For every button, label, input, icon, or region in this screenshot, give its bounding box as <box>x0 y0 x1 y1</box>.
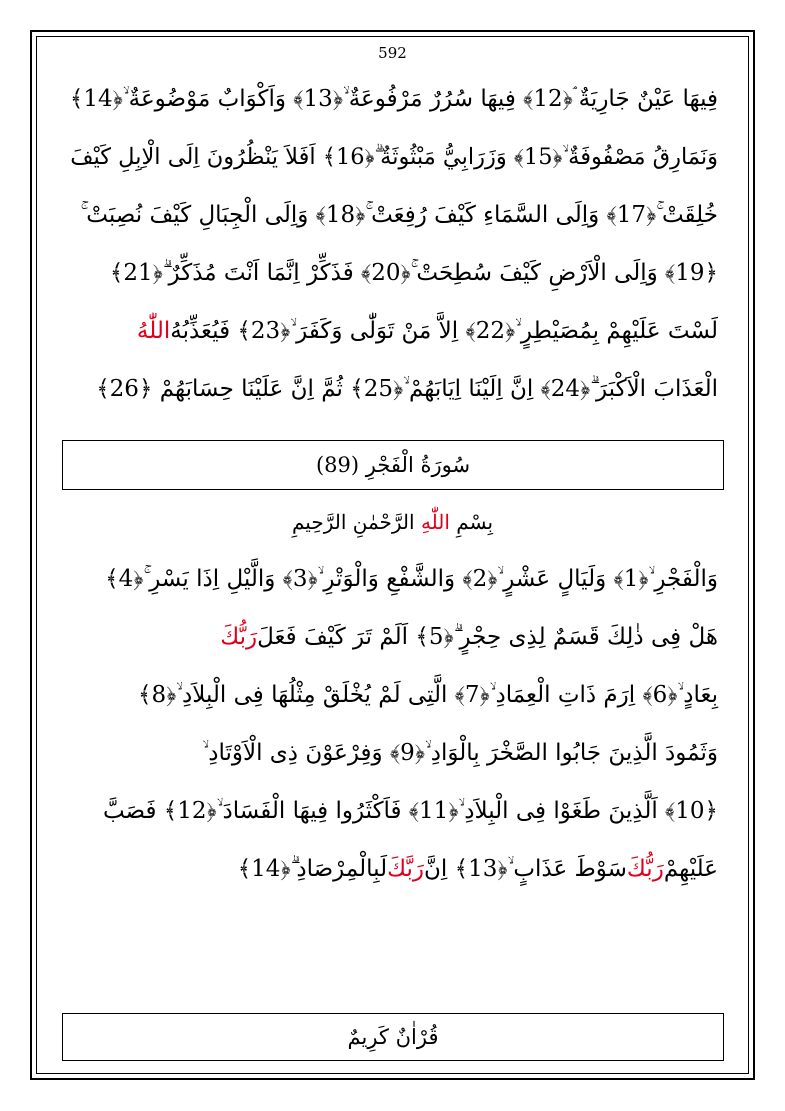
verse-text: لَسْتَ عَلَيْهِمْ بِمُصَيْطِرٍ ۙ﴿22﴾ اِلاَّ مَنْ تَوَلّٰى وَكَفَرَ ۙ﴿23﴾ فَيُعَذِّبُهُ <box>170 317 718 344</box>
verse-line <box>68 360 718 418</box>
verse-line <box>68 550 718 608</box>
verse-text: وَالْفَجْرِ ۙ﴿1﴾ وَلَيَالٍ عَشْرٍ ۙ﴿2﴾ وَالشَّفْعِ وَالْوَتْرِ ۙ﴿3﴾ وَالَّيْلِ اِذَا يَسْرِ ۚ﴿4﴾ <box>105 565 718 592</box>
verse-text: الْعَذَابَ الْاَكْبَرَ ۗ﴿24﴾ اِنَّ اِلَيْنَا اِيَابَهُمْ ۙ﴿25﴾ ثُمَّ اِنَّ عَلَيْنَا حِسَابَهُمْ ﴿26﴾ <box>96 375 718 402</box>
verse-text: وَنَمَارِقُ مَصْفُوفَةٌ ۙ﴿15﴾ وَزَرَابِيُّ مَبْثُوثَةٌ ۗ﴿16﴾ اَفَلاَ يَنْظُرُونَ اِلَى الْاِبِلِ كَيْفَ <box>70 143 718 170</box>
divine-name: رَبُّكَ <box>220 623 258 650</box>
verse-line <box>68 840 718 898</box>
verse-line <box>68 244 718 302</box>
verses-bottom-block <box>68 550 718 898</box>
bismillah-allah: اللّٰهِ <box>420 510 450 534</box>
verse-text: عَلَيْهِمْ <box>663 855 718 882</box>
verses-top-block <box>68 70 718 418</box>
verse-text: ﴿10﴾ اَلَّذِينَ طَغَوْا فِى الْبِلاَدِ ۙ﴿11﴾ فَاَكْثَرُوا فِيهَا الْفَسَادَ ۙ﴿12﴾ فَصَبَّ <box>102 797 718 824</box>
verse-line <box>68 302 718 360</box>
page-number: 592 <box>378 44 407 62</box>
verse-text: سَوْطَ عَذَابٍ ۙ﴿13﴾ اِنَّ <box>424 855 627 882</box>
surah-title-box <box>62 440 724 490</box>
bismillah <box>0 510 785 534</box>
surah-title: سُورَةُ الْفَجْرِ (89) <box>315 453 471 477</box>
footer-box <box>62 1013 724 1061</box>
verse-line <box>68 782 718 840</box>
divine-name: رَبُّكَ <box>626 855 664 882</box>
verse-line <box>68 724 718 782</box>
verse-line <box>68 608 718 666</box>
verse-line <box>68 128 718 186</box>
footer-label: قُرْاٰنٌ كَرِيمٌ <box>347 1025 439 1049</box>
verse-text: ﴿19﴾ وَاِلَى الْاَرْضِ كَيْفَ سُطِحَتْ ۚ﴿20﴾ فَذَكِّرْ اِنَّمَا اَنْتَ مُذَكِّرٌ ۗ﴿21﴾ <box>109 259 718 286</box>
verse-text: لَبِالْمِرْصَادِ ۗ﴿14﴾ <box>237 855 388 882</box>
verse-text: خُلِقَتْ ۚ﴿17﴾ وَاِلَى السَّمَاءِ كَيْفَ رُفِعَتْ ۚ﴿18﴾ وَاِلَى الْجِبَالِ كَيْفَ نُصِبَتْ ۚ <box>80 201 718 228</box>
verse-line <box>68 666 718 724</box>
verse-line <box>68 186 718 244</box>
divine-name: رَبَّكَ <box>387 855 425 882</box>
bismillah-part: بِسْمِ <box>449 510 494 534</box>
divine-name: اللّٰهُ <box>136 317 171 344</box>
verse-text: فِيهَا عَيْنٌ جَارِيَةٌ ۘ﴿12﴾ فِيهَا سُرُرٌ مَرْفُوعَةٌ ۙ﴿13﴾ وَاَكْوَابٌ مَوْضُوعَةٌ ۙ﴿14﴾ <box>69 85 718 112</box>
verse-text: هَلْ فِى ذٰلِكَ قَسَمٌ لِذِى حِجْرٍ ۗ﴿5﴾ اَلَمْ تَرَ كَيْفَ فَعَلَ <box>257 623 718 650</box>
verse-text: وَثَمُودَ الَّذِينَ جَابُوا الصَّخْرَ بِالْوَادِ ۙ﴿9﴾ وَفِرْعَوْنَ ذِى الْاَوْتَادِ ۙ <box>202 739 718 766</box>
verse-line <box>68 70 718 128</box>
verse-text: بِعَادٍ ۙ﴿6﴾ اِرَمَ ذَاتِ الْعِمَادِ ۙ﴿7﴾ الَّتِى لَمْ يُخْلَقْ مِثْلُهَا فِى الْبِلاَدِ ۙ﴿8﴾ <box>137 681 718 708</box>
bismillah-part: الرَّحْمٰنِ الرَّحِيمِ <box>291 510 421 534</box>
